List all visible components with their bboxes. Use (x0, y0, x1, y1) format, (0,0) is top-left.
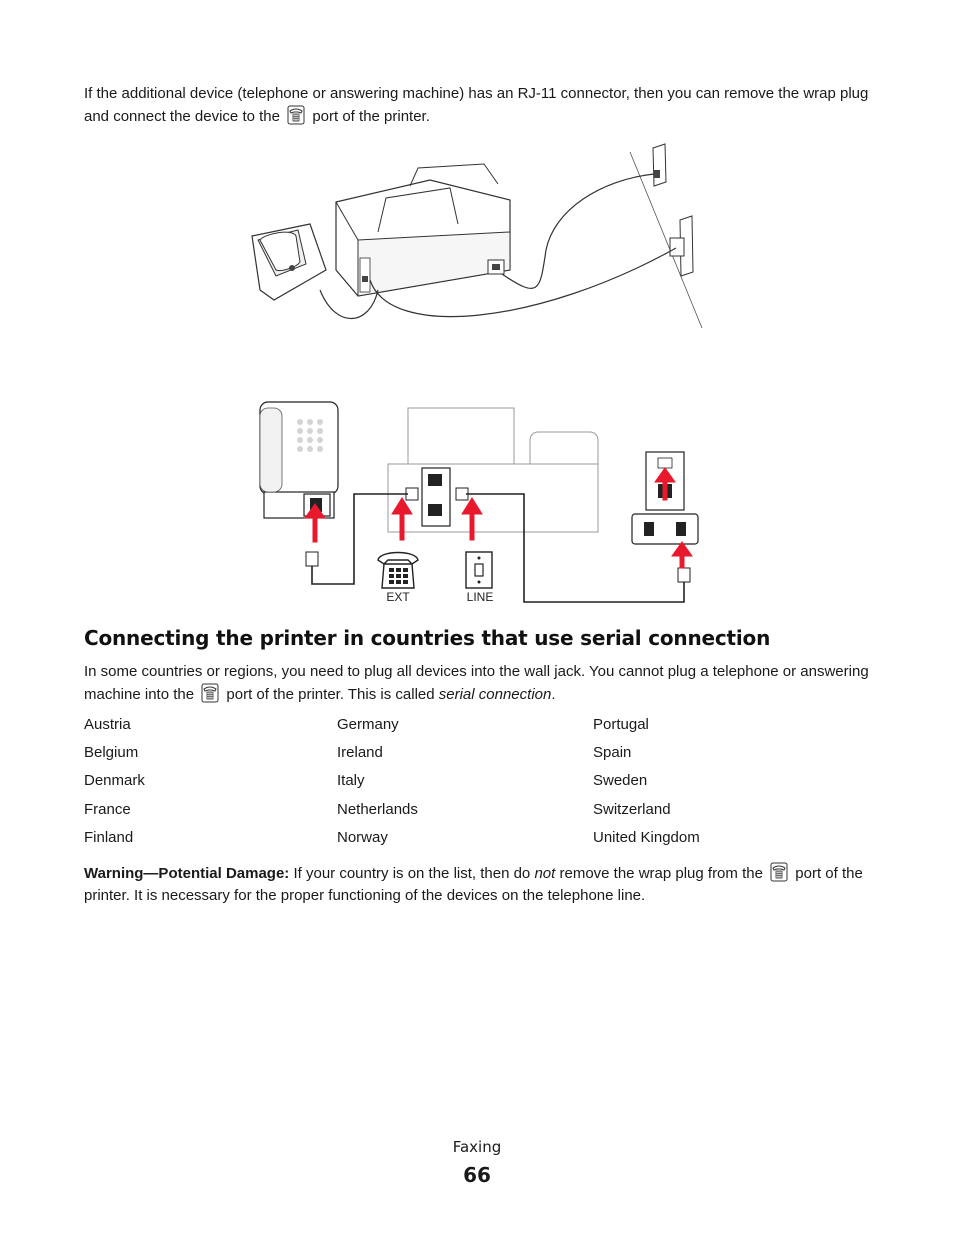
country-row (84, 827, 884, 855)
section-paragraph (84, 661, 874, 706)
intro-text-1: If the additional device (telephone or answering machine) has an RJ-11 connector, then you can remove the wrap plug and connect the device to the (84, 85, 869, 125)
phone-port-icon (769, 862, 789, 882)
country-item: Italy (337, 772, 365, 790)
country-item: Norway (337, 828, 388, 846)
country-item: France (84, 800, 131, 818)
warning-paragraph (84, 862, 874, 907)
country-item: Ireland (337, 744, 383, 762)
country-item: Switzerland (593, 800, 671, 818)
ext-phone-icon (378, 553, 418, 589)
country-item: Belgium (84, 744, 139, 762)
country-item: Denmark (84, 772, 145, 790)
country-item: Portugal (593, 716, 649, 733)
country-row (84, 799, 884, 827)
intro-paragraph (84, 83, 874, 128)
wall-jack-upper (653, 144, 666, 186)
arrow-wall-lower (672, 542, 692, 568)
warning-label: Warning—Potential Damage: (84, 865, 290, 882)
printer-schematic (388, 408, 598, 532)
line-jack-icon (466, 552, 492, 588)
country-item: Finland (84, 828, 134, 846)
warning-text-3: port of the printer. It is necessary for the proper functioning of the devices on the telephone line. (84, 865, 863, 904)
section-text-em: serial connection (438, 686, 552, 703)
serial-connection-schematic (250, 398, 710, 608)
country-row (84, 770, 884, 798)
warning-em: not (534, 865, 556, 882)
country-row (84, 742, 884, 770)
section-text-2: port of the printer. This is called (226, 686, 435, 703)
warning-text-1: If your country is on the list, then do (293, 865, 531, 882)
section-text-1: In some countries or regions, you need to plug all devices into the wall jack. You cannot plug a telephone or answering machine into the (84, 663, 869, 703)
intro-text-2: port of the printer. (312, 108, 430, 125)
warning-text-2: remove the wrap plug from the (559, 865, 763, 882)
country-item: Netherlands (337, 800, 418, 818)
page-number: 66 (463, 1163, 491, 1187)
country-row (84, 714, 884, 742)
telephone-schematic (260, 402, 338, 518)
country-item: Spain (593, 744, 632, 762)
country-item: United Kingdom (593, 828, 700, 846)
country-item: Germany (337, 716, 399, 733)
printer-phone-illustration (240, 140, 720, 340)
telephone-illustration (252, 224, 326, 300)
phone-port-icon (200, 683, 220, 703)
footer-chapter: Faxing (452, 1138, 502, 1156)
wall-jack-lower (670, 216, 693, 276)
section-heading: Connecting the printer in countries that use serial connection (84, 626, 771, 650)
section-text-3: . (551, 686, 556, 703)
phone-port-icon (286, 105, 306, 125)
ext-label: EXT (386, 590, 410, 604)
printer-illustration (336, 164, 510, 296)
country-item: Austria (84, 716, 131, 733)
country-list (84, 714, 884, 855)
country-item: Sweden (593, 772, 648, 790)
line-label: LINE (466, 590, 494, 604)
